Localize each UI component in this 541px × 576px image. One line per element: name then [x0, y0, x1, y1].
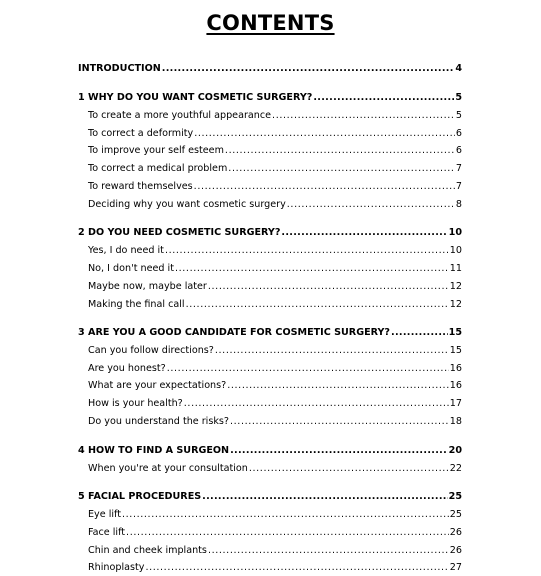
- toc-page-number: 10: [449, 245, 462, 256]
- dot-leader: [391, 325, 448, 341]
- toc-label: Are you honest?: [88, 363, 166, 374]
- toc-page-number: 15: [449, 345, 462, 356]
- dot-leader: [287, 197, 455, 213]
- toc-label: To correct a medical problem: [88, 163, 228, 174]
- toc-label: Chin and cheek implants: [88, 545, 207, 556]
- dot-leader: [249, 461, 449, 477]
- toc-entry: [88, 560, 462, 576]
- dot-leader: [184, 396, 449, 412]
- toc-entry: [88, 197, 462, 213]
- dot-leader: [208, 279, 449, 295]
- toc-page-number: 7: [455, 163, 462, 174]
- toc-label: Do you understand the risks?: [88, 416, 229, 427]
- toc-page-number: 5: [455, 110, 462, 121]
- toc-chapter-5: [78, 489, 462, 505]
- dot-leader: [215, 343, 449, 359]
- toc-label: Making the final call: [88, 299, 185, 310]
- dot-leader: [175, 261, 449, 277]
- toc-label: Yes, I do need it: [88, 245, 164, 256]
- toc-page-number: 5: [455, 92, 462, 103]
- toc-entry: [88, 343, 462, 359]
- toc-entry: [88, 378, 462, 394]
- toc-page-number: 15: [448, 327, 462, 338]
- dot-leader: [194, 179, 455, 195]
- toc-label: To improve your self esteem: [88, 145, 224, 156]
- toc-label: No, I don't need it: [88, 263, 174, 274]
- dot-leader: [208, 543, 449, 559]
- toc-entry: [88, 525, 462, 541]
- dot-leader: [165, 243, 449, 259]
- dot-leader: [145, 560, 448, 576]
- toc-page-number: 17: [449, 398, 462, 409]
- dot-leader: [230, 443, 448, 459]
- dot-leader: [126, 525, 449, 541]
- dot-leader: [230, 414, 449, 430]
- toc-page-number: 11: [449, 263, 462, 274]
- dot-leader: [225, 143, 455, 159]
- toc-entry: [88, 543, 462, 559]
- toc-label: Can you follow directions?: [88, 345, 214, 356]
- toc-entry: [88, 161, 462, 177]
- toc-label: Maybe now, maybe later: [88, 281, 207, 292]
- toc-entry: [88, 414, 462, 430]
- toc-entry: [88, 396, 462, 412]
- page-title-text: CONTENTS: [206, 11, 335, 35]
- toc-page-number: 26: [449, 545, 462, 556]
- dot-leader: [228, 161, 455, 177]
- toc-entry: [88, 108, 462, 124]
- toc-label: Face lift: [88, 527, 126, 538]
- toc-label: Eye lift: [88, 509, 121, 520]
- toc-page-number: 18: [449, 416, 462, 427]
- toc-label: What are your expectations?: [88, 380, 227, 391]
- toc-page-number: 6: [455, 145, 462, 156]
- toc-entry: [88, 143, 462, 159]
- toc-label: To correct a deformity: [88, 128, 194, 139]
- toc-entry: [88, 179, 462, 195]
- toc-label: 4 HOW TO FIND A SURGEON: [78, 445, 230, 456]
- toc-entry: [88, 461, 462, 477]
- toc-chapter-4: [78, 443, 462, 459]
- dot-leader: [194, 126, 455, 142]
- toc-page-number: 16: [449, 363, 462, 374]
- toc-page-number: 16: [449, 380, 462, 391]
- toc-chapter-3: [78, 325, 462, 341]
- toc-page-number: 12: [449, 299, 462, 310]
- toc-page-number: 7: [455, 181, 462, 192]
- toc-page-number: 8: [455, 199, 462, 210]
- dot-leader: [281, 225, 447, 241]
- toc-label: 3 ARE YOU A GOOD CANDIDATE FOR COSMETIC SURGERY?: [78, 327, 391, 338]
- toc-page-number: 4: [455, 63, 462, 74]
- toc-label: INTRODUCTION: [78, 63, 161, 74]
- toc-page-number: 25: [448, 491, 462, 502]
- dot-leader: [167, 361, 449, 377]
- toc-page-number: 27: [449, 562, 462, 573]
- dot-leader: [313, 90, 454, 106]
- toc-entry: [88, 297, 462, 313]
- toc-chapter-1: [78, 90, 462, 106]
- toc-page-number: 20: [448, 445, 462, 456]
- toc-chapter-introduction: [78, 61, 462, 77]
- toc-label: Deciding why you want cosmetic surgery: [88, 199, 286, 210]
- toc-label: 1 WHY DO YOU WANT COSMETIC SURGERY?: [78, 92, 313, 103]
- toc-page-number: 12: [449, 281, 462, 292]
- dot-leader: [202, 489, 447, 505]
- toc-entry: [88, 261, 462, 277]
- toc-page-number: 25: [449, 509, 462, 520]
- toc-page-number: 22: [449, 463, 462, 474]
- dot-leader: [122, 507, 449, 523]
- dot-leader: [186, 297, 449, 313]
- toc-entry: [88, 243, 462, 259]
- toc-label: How is your health?: [88, 398, 183, 409]
- toc-label: To reward themselves: [88, 181, 193, 192]
- toc-label: 2 DO YOU NEED COSMETIC SURGERY?: [78, 227, 281, 238]
- toc-entry: [88, 361, 462, 377]
- dot-leader: [162, 61, 455, 77]
- toc-label: 5 FACIAL PROCEDURES: [78, 491, 202, 502]
- page-title: [0, 9, 541, 37]
- toc-entry: [88, 126, 462, 142]
- dot-leader: [227, 378, 449, 394]
- toc-chapter-2: [78, 225, 462, 241]
- toc-page-number: 10: [448, 227, 462, 238]
- dot-leader: [272, 108, 455, 124]
- toc-label: When you're at your consultation: [88, 463, 248, 474]
- toc-entry: [88, 279, 462, 295]
- toc-entry: [88, 507, 462, 523]
- toc-page-number: 6: [455, 128, 462, 139]
- toc-page-number: 26: [449, 527, 462, 538]
- toc-label: To create a more youthful appearance: [88, 110, 272, 121]
- toc-label: Rhinoplasty: [88, 562, 145, 573]
